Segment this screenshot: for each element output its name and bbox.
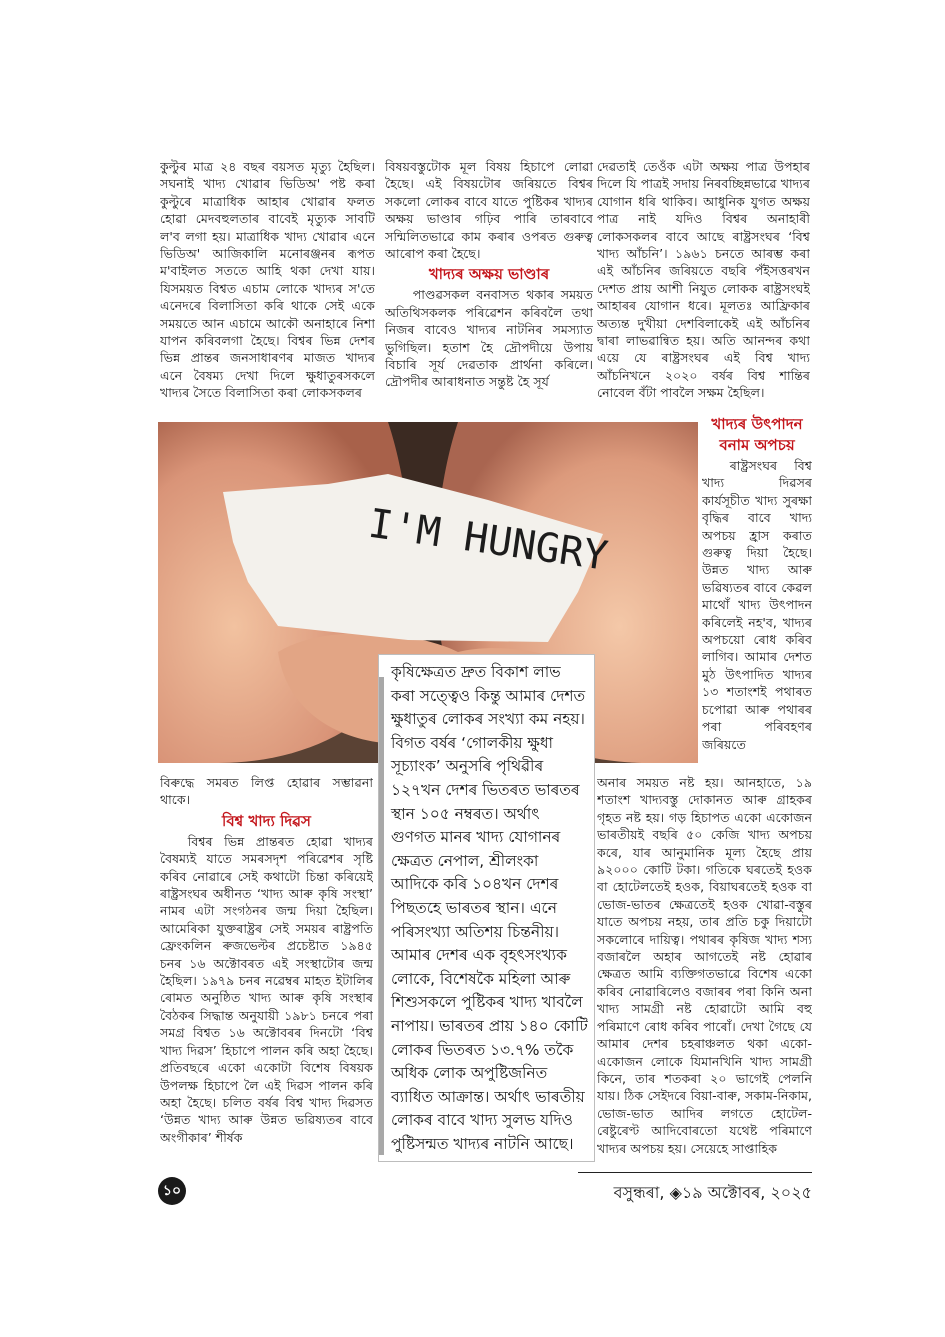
article-column-5 — [160, 774, 373, 1156]
article-column-3 — [597, 158, 810, 414]
body-paragraph: ৰাষ্ট্ৰসংঘৰ বিশ্ব খাদ্য দিৱসৰ কাৰ্যসূচীত খাদ্য সুৰক্ষা বৃদ্ধিৰ বাবে খাদ্য অপচয় হ্ৰাস কৰাত গুৰুত্ব দিয়া হৈছে। উন্নত খাদ্য আৰু ভৱিষ্যতৰ বাবে কেৱল মাথোঁ খাদ্য উৎপাদন কৰিলেই নহ'ব, খাদ্যৰ অপচয়ো ৰোধ কৰিব লাগিব। আমাৰ দেশত মুঠ উৎপাদিত খাদ্যৰ ১৩ শতাংশই পথাৰত চপোৱা আৰু পথাৰৰ পৰা পৰিবহণৰ জৰিয়তে — [702, 458, 812, 752]
body-paragraph: বিৰুদ্ধে সমৰত লিপ্ত হোৱাৰ সম্ভাৱনা থাকে। — [160, 775, 373, 808]
body-paragraph: পাণ্ডৱসকল বনবাসত থকাৰ সময়ত অতিথিসকলক পৰিৱেশন কৰিবলৈ তথা নিজৰ বাবেও খাদ্যৰ নাটনিৰ সমস্যাত ভুগিছিল। হতাশ হৈ দ্ৰৌপদীয়ে উপায় বিচাৰি সূৰ্য দেৱতাক প্ৰাৰ্থনা কৰিলে। দ্ৰৌপদীৰ আৰাধনাত সন্তুষ্ট হৈ সূৰ্য — [385, 287, 593, 390]
pull-quote-box — [378, 654, 595, 1162]
section-heading-production-vs-waste: খাদ্যৰ উৎপাদন বনাম অপচয় — [711, 415, 803, 454]
article-column-4 — [702, 413, 812, 788]
section-heading-world-food-day: বিশ্ব খাদ্য দিৱস — [222, 811, 311, 830]
section-heading-akshay-bhandar: খাদ্যৰ অক্ষয় ভাণ্ডাৰ — [428, 265, 550, 284]
page-number: ১০ — [158, 1177, 186, 1205]
article-column-1 — [160, 158, 375, 414]
body-paragraph: দেৱতাই তেওঁক এটা অক্ষয় পাত্ৰ উপহাৰ দিলে যি পাত্ৰই সদায় নিৰবচ্ছিন্নভাৱে খাদ্যৰ যোগান ধৰি থাকিব। আধুনিক যুগত অক্ষয় পাত্ৰ নাই যদিও বিশ্বৰ অনাহাৰী লোকসকলৰ বাবে আছে ৰাষ্ট্ৰসংঘৰ ‘বিশ্ব খাদ্য আঁচনি’। ১৯৬১ চনতে আৰম্ভ কৰা এই আঁচনিৰ জৰিয়তে বছৰি পঁইসত্তৰখন দেশত প্ৰায় আশী নিযুত লোকক ৰাষ্ট্ৰসংঘই আহাৰৰ যোগান ধৰে। মূলতঃ আফ্ৰিকাৰ অত্যন্ত দুখীয়া দেশবিলাকেই এই আঁচনিৰ দ্বাৰা লাভৱান্বিত হয়। অতি আনন্দৰ কথা এয়ে যে ৰাষ্ট্ৰসংঘৰ এই বিশ্ব খাদ্য আঁচনিখনে ২০২০ বৰ্ষৰ বিশ্ব শান্তিৰ নোবেল বঁটা পাবলৈ সক্ষম হৈছিল। — [597, 159, 810, 401]
article-column-2 — [385, 158, 593, 414]
body-paragraph: বিষয়বস্তুটোক মূল বিষয় হিচাপে লোৱা হৈছে। এই বিষয়টোৰ জৰিয়তে বিশ্বৰ সকলো লোকৰ বাবে যাতে পুষ্টিকৰ খাদ্যৰ অক্ষয় ভাণ্ডাৰ গঢ়িব পাৰি তাৰবাবে সন্মিলিতভাৱে কাম কৰাৰ ওপৰত গুৰুত্ব আৰোপ কৰা হৈছে। — [385, 159, 593, 262]
body-paragraph: অনাৰ সময়ত নষ্ট হয়। আনহাতে, ১৯ শতাংশ খাদ্যবস্তু দোকানত আৰু গ্ৰাহকৰ গৃহত নষ্ট হয়। গড় হিচাপত একো একোজন ভাৰতীয়ই বছৰি ৫০ কেজি খাদ্য অপচয় কৰে, যাৰ আনুমানিক মূল্য হৈছে প্ৰায় ৯২০০০ কোটি টকা। গতিকে ঘৰতেই হওক বা হোটেলতেই হওক, বিয়াঘৰতেই হওক বা ভোজ-ভাতৰ ক্ষেত্ৰতেই হওক খোৱা-বস্তুৰ যাতে অপচয় নহয়, তাৰ প্ৰতি চকু দিয়াটো সকলোৰে দায়িত্ব। পথাৰৰ কৃষিজ খাদ্য শস্য বজাৰলৈ অহাৰ আগতেই নষ্ট হোৱাৰ ক্ষেত্ৰত আমি ব্যক্তিগতভাৱে বিশেষ একো কৰিব নোৱাৰিলেও বজাৰৰ পৰা কিনি অনা খাদ্য সামগ্ৰী নষ্ট হোৱাটো আমি বহু পৰিমাণে ৰোধ কৰিব পাৰোঁ। দেখা গৈছে যে আমাৰ দেশৰ চহৰাঞ্চলত থকা একো-একোজন লোকে যিমানখিনি খাদ্য সামগ্ৰী কিনে, তাৰ শতকৰা ২০ ভাগেই পেলনি যায়। ঠিক সেইদৰে বিয়া-বাৰু, সকাম-নিকাম, ভোজ-ভাত আদিৰ লগতে হোটেল-ৰেষ্টুৰেণ্ট আদিবোৰতো যথেষ্ট পৰিমাণে খাদ্যৰ অপচয় হয়। সেয়েহে সাপ্তাহিক — [597, 775, 812, 1156]
body-paragraph: কুল্টুৰ মাত্ৰ ২৪ বছৰ বয়সত মৃত্যু হৈছিল। সঘনাই খাদ্য খোৱাৰ ভিডিঅ' পষ্ট কৰা কুল্টুৰে মাত্ৰাধিক আহাৰ খোৱাৰ ফলত হোৱা মেদবহুলতাৰ বাবেই মৃত্যুক সাবটি ল'ব লগা হয়। মাত্ৰাধিক খাদ্য খোৱাৰ এনে ভিডিঅ' আজিকালি মনোৰঞ্জনৰ ৰূপত ম'বাইলত সততে আহি থকা দেখা যায়। যিসময়ত বিশ্বত এচাম লোকে খাদ্যৰ স'তে এনেদৰে বিলাসিতা কৰি থাকে সেই একে সময়তে আন এচামে আকৌ অনাহাৰে নিশা যাপন কৰিবলগা হৈছে। বিশ্বৰ ভিন্ন দেশৰ ভিন্ন প্ৰান্তৰ জনসাধাৰণৰ মাজত খাদ্যৰ এনে বৈষম্য দেখা দিলে ক্ষুধাতুৰসকলে খাদ্যৰ সৈতে বিলাসিতা কৰা লোকসকলৰ — [160, 159, 375, 401]
pull-quote-accent-bar — [379, 677, 384, 1155]
footer-divider — [578, 1172, 812, 1173]
footer-publication-date: বসুন্ধৰা, ◈১৯ অক্টোবৰ, ২০২৫ — [613, 1183, 812, 1202]
photo-lettering: I'M HUNGRY — [365, 500, 611, 580]
article-column-6 — [597, 774, 812, 1166]
pull-quote-text: কৃষিক্ষেত্ৰত দ্ৰুত বিকাশ লাভ কৰা সত্ত্বেও কিন্তু আমাৰ দেশত ক্ষুধাতুৰ লোকৰ সংখ্যা কম নহয়। বিগত বৰ্ষৰ ‘গোলকীয় ক্ষুধা সূচ্যাংক’ অনুসৰি পৃথিৱীৰ ১২৭খন দেশৰ ভিতৰত ভাৰতৰ স্থান ১০৫ নম্বৰত। অৰ্থাৎ গুণগত মানৰ খাদ্য যোগানৰ ক্ষেত্ৰত নেপাল, শ্ৰীলংকা আদিকে কৰি ১০৪খন দেশৰ পিছতহে ভাৰতৰ স্থান। এনে পৰিসংখ্যা অতিশয় চিন্তনীয়। আমাৰ দেশৰ এক বৃহৎসংখ্যক লোকে, বিশেষকৈ মহিলা আৰু শিশুসকলে পুষ্টিকৰ খাদ্য খাবলৈ নাপায়। ভাৰতৰ প্ৰায় ১৪০ কোটি লোকৰ ভিতৰত ১৩.৭% তকৈ অধিক লোক অপুষ্টিজনিত ব্যাধিত আক্ৰান্ত। অৰ্থাৎ ভাৰতীয় লোকৰ বাবে খাদ্য সুলভ যদিও পুষ্টিসন্মত খাদ্যৰ নাটনি আছে। — [391, 663, 588, 1153]
body-paragraph: বিশ্বৰ ভিন্ন প্ৰান্তৰত হোৱা খাদ্যৰ বৈষম্যই যাতে সমৰসদৃশ পৰিৱেশৰ সৃষ্টি কৰিব নোৱাৰে সেই কথাটো চিন্তা কৰিয়েই ৰাষ্ট্ৰসংঘৰ অধীনত ‘খাদ্য আৰু কৃষি সংস্থা’ নামৰ এটা সংগঠনৰ জন্ম দিয়া হৈছিল। আমেৰিকা যুক্তৰাষ্ট্ৰৰ সেই সময়ৰ ৰাষ্ট্ৰপতি ফ্ৰেংকলিন ৰুজভেল্টৰ প্ৰচেষ্টাত ১৯৪৫ চনৰ ১৬ অক্টোবৰত এই সংস্থাটোৰ জন্ম হৈছিল। ১৯৭৯ চনৰ নৱেম্বৰ মাহত ইটালিৰ ৰোমত অনুষ্ঠিত খাদ্য আৰু কৃষি সংস্থাৰ বৈঠকৰ সিদ্ধান্ত অনুযায়ী ১৯৮১ চনৰে পৰা সমগ্ৰ বিশ্বত ১৬ অক্টোবৰৰ দিনটো ‘বিশ্ব খাদ্য দিৱস’ হিচাপে পালন কৰি অহা হৈছে। প্ৰতিবছৰে একো একোটা বিশেষ বিষয়ক উপলক্ষ হিচাপে লৈ এই দিৱস পালন কৰি অহা হৈছে। চলিত বৰ্ষৰ বিশ্ব খাদ্য দিৱসত ‘উন্নত খাদ্য আৰু উন্নত ভৱিষ্যতৰ বাবে অংগীকাৰ’ শীৰ্ষক — [160, 833, 373, 1145]
